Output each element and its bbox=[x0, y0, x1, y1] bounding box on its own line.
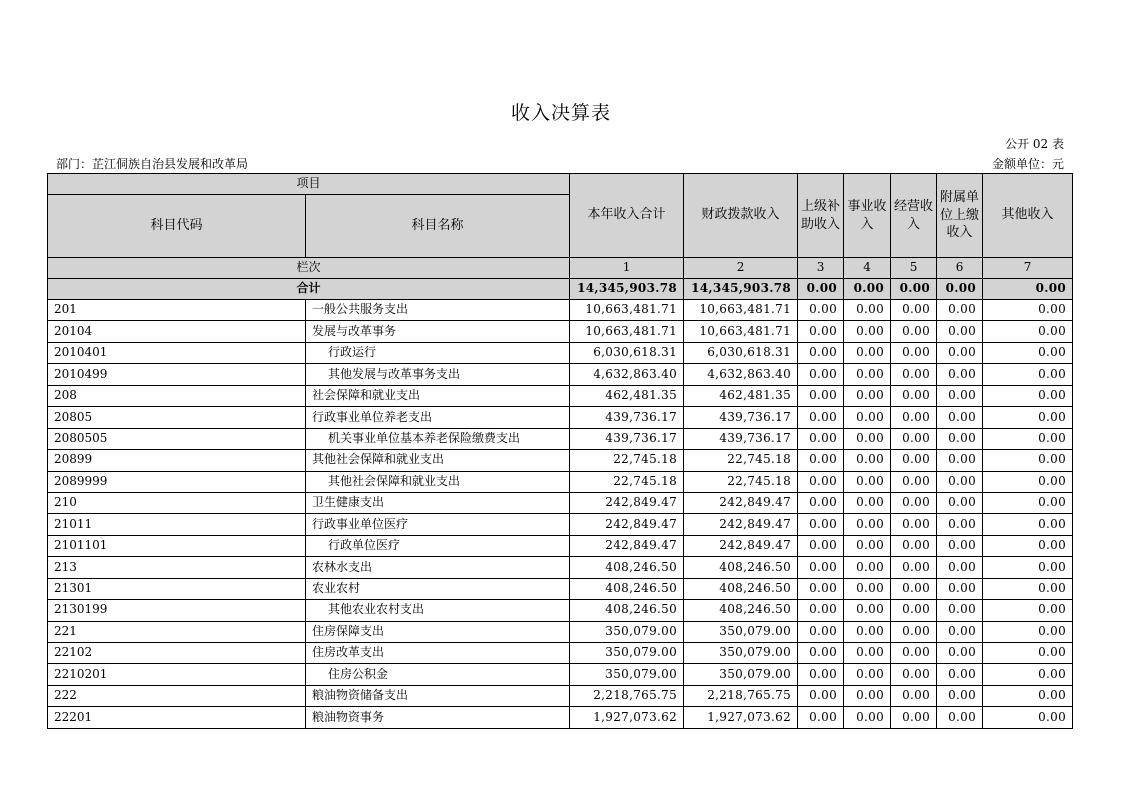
total-value: 0.00 bbox=[983, 279, 1073, 300]
subject-code: 2080505 bbox=[48, 428, 306, 449]
amount-cell: 0.00 bbox=[983, 621, 1073, 642]
amount-cell: 0.00 bbox=[844, 385, 891, 406]
amount-cell: 350,079.00 bbox=[684, 621, 798, 642]
amount-cell: 0.00 bbox=[844, 535, 891, 556]
amount-cell: 0.00 bbox=[891, 364, 937, 385]
amount-cell: 0.00 bbox=[891, 342, 937, 363]
table-row bbox=[48, 300, 1073, 321]
amount-cell: 462,481.35 bbox=[684, 385, 798, 406]
amount-cell: 439,736.17 bbox=[684, 407, 798, 428]
subject-name: 行政事业单位医疗 bbox=[306, 514, 570, 535]
amount-cell: 0.00 bbox=[983, 600, 1073, 621]
header-subject-name: 科目名称 bbox=[306, 195, 570, 258]
subject-name: 其他社会保障和就业支出 bbox=[306, 450, 570, 471]
header-business-income: 事业收入 bbox=[844, 174, 891, 258]
table-row bbox=[48, 643, 1073, 664]
table-row bbox=[48, 428, 1073, 449]
subject-code: 21301 bbox=[48, 578, 306, 599]
amount-cell: 0.00 bbox=[891, 450, 937, 471]
amount-cell: 0.00 bbox=[844, 407, 891, 428]
amount-cell: 242,849.47 bbox=[570, 492, 684, 513]
table-row bbox=[48, 450, 1073, 471]
amount-cell: 0.00 bbox=[844, 364, 891, 385]
amount-cell: 0.00 bbox=[891, 492, 937, 513]
amount-cell: 0.00 bbox=[798, 535, 844, 556]
subject-name: 住房保障支出 bbox=[306, 621, 570, 642]
subject-code: 208 bbox=[48, 385, 306, 406]
table-row bbox=[48, 557, 1073, 578]
total-label: 合计 bbox=[48, 279, 570, 300]
amount-cell: 0.00 bbox=[844, 557, 891, 578]
amount-cell: 408,246.50 bbox=[684, 600, 798, 621]
subject-code: 201 bbox=[48, 300, 306, 321]
amount-cell: 242,849.47 bbox=[684, 514, 798, 535]
subject-name: 粮油物资事务 bbox=[306, 707, 570, 728]
amount-cell: 10,663,481.71 bbox=[684, 321, 798, 342]
amount-cell: 0.00 bbox=[891, 300, 937, 321]
subject-code: 221 bbox=[48, 621, 306, 642]
table-row bbox=[48, 707, 1073, 728]
subject-name: 住房公积金 bbox=[306, 664, 570, 685]
amount-cell: 0.00 bbox=[891, 535, 937, 556]
amount-cell: 0.00 bbox=[798, 300, 844, 321]
amount-cell: 0.00 bbox=[891, 578, 937, 599]
subject-code: 2130199 bbox=[48, 600, 306, 621]
amount-cell: 0.00 bbox=[844, 707, 891, 728]
subject-name: 农林水支出 bbox=[306, 557, 570, 578]
amount-cell: 2,218,765.75 bbox=[570, 685, 684, 706]
amount-cell: 6,030,618.31 bbox=[570, 342, 684, 363]
amount-cell: 0.00 bbox=[844, 321, 891, 342]
header-column-index: 栏次 bbox=[48, 258, 570, 279]
column-number: 5 bbox=[891, 258, 937, 279]
amount-cell: 408,246.50 bbox=[570, 600, 684, 621]
total-value: 0.00 bbox=[937, 279, 983, 300]
amount-cell: 0.00 bbox=[937, 407, 983, 428]
amount-cell: 0.00 bbox=[891, 514, 937, 535]
amount-cell: 0.00 bbox=[891, 600, 937, 621]
table-row bbox=[48, 514, 1073, 535]
amount-cell: 0.00 bbox=[891, 557, 937, 578]
amount-cell: 0.00 bbox=[983, 578, 1073, 599]
amount-cell: 0.00 bbox=[844, 578, 891, 599]
amount-cell: 0.00 bbox=[937, 557, 983, 578]
amount-cell: 0.00 bbox=[891, 621, 937, 642]
subject-code: 2010401 bbox=[48, 342, 306, 363]
subject-code: 2010499 bbox=[48, 364, 306, 385]
amount-cell: 0.00 bbox=[937, 364, 983, 385]
subject-name: 发展与改革事务 bbox=[306, 321, 570, 342]
table-row bbox=[48, 321, 1073, 342]
header-item: 项目 bbox=[48, 174, 570, 195]
amount-cell: 0.00 bbox=[937, 578, 983, 599]
column-number: 4 bbox=[844, 258, 891, 279]
column-number: 2 bbox=[684, 258, 798, 279]
amount-cell: 462,481.35 bbox=[570, 385, 684, 406]
amount-cell: 0.00 bbox=[937, 471, 983, 492]
amount-cell: 0.00 bbox=[937, 685, 983, 706]
amount-cell: 0.00 bbox=[937, 600, 983, 621]
amount-cell: 0.00 bbox=[937, 321, 983, 342]
amount-cell: 0.00 bbox=[983, 300, 1073, 321]
subject-name: 行政单位医疗 bbox=[306, 535, 570, 556]
amount-cell: 0.00 bbox=[844, 428, 891, 449]
amount-cell: 0.00 bbox=[798, 557, 844, 578]
header-superior-subsidy: 上级补助收入 bbox=[798, 174, 844, 258]
amount-cell: 0.00 bbox=[844, 685, 891, 706]
amount-cell: 408,246.50 bbox=[684, 557, 798, 578]
subject-code: 22102 bbox=[48, 643, 306, 664]
amount-cell: 4,632,863.40 bbox=[684, 364, 798, 385]
amount-cell: 439,736.17 bbox=[684, 428, 798, 449]
amount-cell: 0.00 bbox=[937, 492, 983, 513]
amount-cell: 0.00 bbox=[891, 643, 937, 664]
amount-cell: 22,745.18 bbox=[684, 471, 798, 492]
amount-cell: 10,663,481.71 bbox=[684, 300, 798, 321]
amount-cell: 0.00 bbox=[798, 471, 844, 492]
amount-cell: 10,663,481.71 bbox=[570, 321, 684, 342]
amount-cell: 0.00 bbox=[891, 685, 937, 706]
amount-cell: 0.00 bbox=[844, 643, 891, 664]
table-row bbox=[48, 471, 1073, 492]
table-row bbox=[48, 385, 1073, 406]
amount-cell: 0.00 bbox=[937, 535, 983, 556]
amount-cell: 0.00 bbox=[983, 385, 1073, 406]
header-affiliated-income: 附属单位上缴收入 bbox=[937, 174, 983, 258]
amount-cell: 0.00 bbox=[798, 514, 844, 535]
amount-cell: 1,927,073.62 bbox=[570, 707, 684, 728]
amount-cell: 0.00 bbox=[937, 385, 983, 406]
amount-cell: 0.00 bbox=[798, 364, 844, 385]
subject-name: 行政运行 bbox=[306, 342, 570, 363]
amount-cell: 0.00 bbox=[798, 492, 844, 513]
table-row bbox=[48, 578, 1073, 599]
amount-cell: 0.00 bbox=[891, 407, 937, 428]
amount-cell: 0.00 bbox=[983, 492, 1073, 513]
amount-cell: 4,632,863.40 bbox=[570, 364, 684, 385]
subject-name: 其他农业农村支出 bbox=[306, 600, 570, 621]
amount-cell: 0.00 bbox=[983, 685, 1073, 706]
amount-cell: 0.00 bbox=[983, 557, 1073, 578]
amount-cell: 0.00 bbox=[983, 321, 1073, 342]
amount-cell: 0.00 bbox=[844, 492, 891, 513]
subject-name: 社会保障和就业支出 bbox=[306, 385, 570, 406]
amount-cell: 0.00 bbox=[844, 664, 891, 685]
table-row bbox=[48, 600, 1073, 621]
subject-code: 20805 bbox=[48, 407, 306, 428]
subject-code: 2089999 bbox=[48, 471, 306, 492]
amount-cell: 0.00 bbox=[798, 407, 844, 428]
amount-cell: 0.00 bbox=[983, 450, 1073, 471]
amount-cell: 439,736.17 bbox=[570, 407, 684, 428]
subject-code: 2101101 bbox=[48, 535, 306, 556]
amount-cell: 0.00 bbox=[983, 643, 1073, 664]
amount-cell: 22,745.18 bbox=[684, 450, 798, 471]
amount-cell: 0.00 bbox=[983, 428, 1073, 449]
amount-cell: 0.00 bbox=[844, 471, 891, 492]
amount-cell: 0.00 bbox=[937, 707, 983, 728]
amount-cell: 0.00 bbox=[983, 407, 1073, 428]
amount-cell: 0.00 bbox=[983, 707, 1073, 728]
amount-cell: 0.00 bbox=[798, 664, 844, 685]
amount-cell: 0.00 bbox=[983, 664, 1073, 685]
amount-cell: 0.00 bbox=[844, 450, 891, 471]
header-operating-income: 经营收入 bbox=[891, 174, 937, 258]
table-row bbox=[48, 621, 1073, 642]
amount-cell: 0.00 bbox=[798, 707, 844, 728]
header-other-income: 其他收入 bbox=[983, 174, 1073, 258]
table-row bbox=[48, 492, 1073, 513]
column-number: 6 bbox=[937, 258, 983, 279]
amount-cell: 0.00 bbox=[798, 685, 844, 706]
subject-code: 22201 bbox=[48, 707, 306, 728]
amount-cell: 350,079.00 bbox=[570, 664, 684, 685]
subject-code: 2210201 bbox=[48, 664, 306, 685]
amount-cell: 350,079.00 bbox=[684, 664, 798, 685]
amount-cell: 242,849.47 bbox=[684, 535, 798, 556]
amount-cell: 2,218,765.75 bbox=[684, 685, 798, 706]
amount-cell: 0.00 bbox=[937, 643, 983, 664]
amount-cell: 0.00 bbox=[844, 600, 891, 621]
table-row bbox=[48, 685, 1073, 706]
total-value: 0.00 bbox=[798, 279, 844, 300]
subject-code: 21011 bbox=[48, 514, 306, 535]
amount-cell: 0.00 bbox=[891, 428, 937, 449]
subject-name: 行政事业单位养老支出 bbox=[306, 407, 570, 428]
amount-cell: 0.00 bbox=[798, 450, 844, 471]
header-total-income: 本年收入合计 bbox=[570, 174, 684, 258]
amount-cell: 10,663,481.71 bbox=[570, 300, 684, 321]
amount-cell: 408,246.50 bbox=[570, 578, 684, 599]
amount-cell: 0.00 bbox=[798, 643, 844, 664]
amount-cell: 350,079.00 bbox=[570, 643, 684, 664]
amount-cell: 0.00 bbox=[983, 342, 1073, 363]
amount-cell: 0.00 bbox=[891, 471, 937, 492]
table-row bbox=[48, 535, 1073, 556]
amount-cell: 439,736.17 bbox=[570, 428, 684, 449]
amount-cell: 0.00 bbox=[983, 514, 1073, 535]
amount-cell: 0.00 bbox=[891, 385, 937, 406]
table-row bbox=[48, 407, 1073, 428]
subject-code: 20899 bbox=[48, 450, 306, 471]
amount-cell: 0.00 bbox=[983, 535, 1073, 556]
amount-cell: 1,927,073.62 bbox=[684, 707, 798, 728]
amount-cell: 0.00 bbox=[937, 621, 983, 642]
subject-code: 20104 bbox=[48, 321, 306, 342]
amount-cell: 0.00 bbox=[844, 300, 891, 321]
subject-name: 粮油物资储备支出 bbox=[306, 685, 570, 706]
amount-cell: 242,849.47 bbox=[570, 514, 684, 535]
total-value: 0.00 bbox=[891, 279, 937, 300]
amount-cell: 0.00 bbox=[983, 471, 1073, 492]
amount-cell: 0.00 bbox=[937, 300, 983, 321]
amount-cell: 242,849.47 bbox=[570, 535, 684, 556]
subject-code: 222 bbox=[48, 685, 306, 706]
amount-cell: 0.00 bbox=[937, 664, 983, 685]
amount-cell: 0.00 bbox=[798, 342, 844, 363]
amount-cell: 0.00 bbox=[891, 664, 937, 685]
amount-cell: 0.00 bbox=[891, 321, 937, 342]
amount-cell: 0.00 bbox=[844, 514, 891, 535]
income-settlement-table bbox=[47, 173, 1073, 729]
table-row bbox=[48, 364, 1073, 385]
amount-cell: 0.00 bbox=[798, 578, 844, 599]
amount-cell: 0.00 bbox=[798, 428, 844, 449]
column-number: 3 bbox=[798, 258, 844, 279]
department-label: 部门：芷江侗族自治县发展和改革局 bbox=[56, 157, 249, 171]
amount-unit-label: 金额单位：元 bbox=[991, 157, 1064, 171]
amount-cell: 0.00 bbox=[844, 342, 891, 363]
total-value: 0.00 bbox=[844, 279, 891, 300]
amount-cell: 6,030,618.31 bbox=[684, 342, 798, 363]
amount-cell: 0.00 bbox=[937, 514, 983, 535]
amount-cell: 0.00 bbox=[937, 428, 983, 449]
amount-cell: 0.00 bbox=[937, 450, 983, 471]
subject-code: 210 bbox=[48, 492, 306, 513]
column-number: 1 bbox=[570, 258, 684, 279]
amount-cell: 408,246.50 bbox=[570, 557, 684, 578]
amount-cell: 350,079.00 bbox=[570, 621, 684, 642]
header-subject-code: 科目代码 bbox=[48, 195, 306, 258]
header-fiscal-allocation: 财政拨款收入 bbox=[684, 174, 798, 258]
amount-cell: 0.00 bbox=[798, 600, 844, 621]
amount-cell: 0.00 bbox=[983, 364, 1073, 385]
amount-cell: 350,079.00 bbox=[684, 643, 798, 664]
subject-name: 其他社会保障和就业支出 bbox=[306, 471, 570, 492]
amount-cell: 0.00 bbox=[798, 321, 844, 342]
subject-name: 住房改革支出 bbox=[306, 643, 570, 664]
amount-cell: 0.00 bbox=[891, 707, 937, 728]
amount-cell: 22,745.18 bbox=[570, 450, 684, 471]
table-row bbox=[48, 664, 1073, 685]
amount-cell: 0.00 bbox=[798, 621, 844, 642]
amount-cell: 0.00 bbox=[937, 342, 983, 363]
amount-cell: 242,849.47 bbox=[684, 492, 798, 513]
subject-name: 其他发展与改革事务支出 bbox=[306, 364, 570, 385]
column-number: 7 bbox=[983, 258, 1073, 279]
table-row bbox=[48, 342, 1073, 363]
form-number: 公开 02 表 bbox=[1005, 137, 1064, 151]
total-value: 14,345,903.78 bbox=[570, 279, 684, 300]
amount-cell: 22,745.18 bbox=[570, 471, 684, 492]
total-value: 14,345,903.78 bbox=[684, 279, 798, 300]
subject-name: 卫生健康支出 bbox=[306, 492, 570, 513]
amount-cell: 0.00 bbox=[844, 621, 891, 642]
subject-name: 机关事业单位基本养老保险缴费支出 bbox=[306, 428, 570, 449]
subject-name: 农业农村 bbox=[306, 578, 570, 599]
subject-name: 一般公共服务支出 bbox=[306, 300, 570, 321]
amount-cell: 0.00 bbox=[798, 385, 844, 406]
subject-code: 213 bbox=[48, 557, 306, 578]
report-title: 收入决算表 bbox=[510, 102, 611, 124]
amount-cell: 408,246.50 bbox=[684, 578, 798, 599]
